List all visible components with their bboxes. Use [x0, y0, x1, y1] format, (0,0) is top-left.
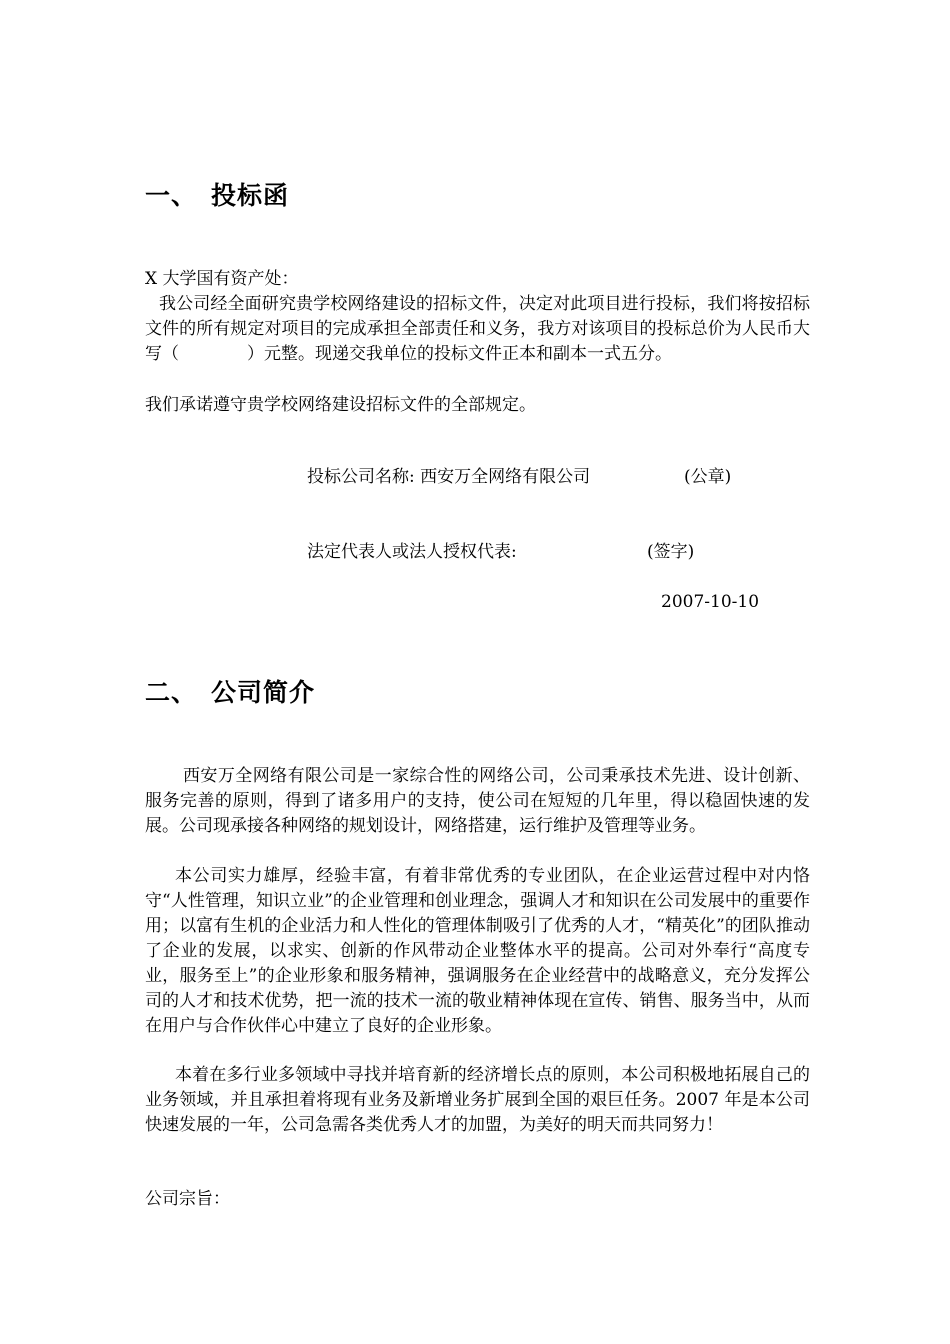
letter-body: 我公司经全面研究贵学校网络建设的招标文件，决定对此项目进行投标，我们将按招标文件的所有规定对项目的完成承担全部责任和义务，我方对该项目的投标总价为人民币大写（ ）元整。现递交我单位的投标文件正本和副本一式五分。 — [145, 294, 810, 364]
intro-paragraph-3: 本着在多行业多领域中寻找并培育新的经济增长点的原则，本公司积极地拓展自己的业务领域，并且承担着将现有业务及新增业务扩展到全国的艰巨任务。2007 年是本公司快速发展的一年，公司急需各类优秀人才的加盟，为美好的明天而共同努力！ — [145, 1065, 810, 1135]
letter-addressee: X 大学国有资产处： — [145, 269, 299, 289]
company-tenet-label: 公司宗旨： — [145, 1189, 230, 1209]
company-seal: (公章) — [684, 467, 732, 487]
representative-signature: (签字) — [647, 542, 695, 562]
intro-paragraph-2: 本公司实力雄厚，经验丰富，有着非常优秀的专业团队，在企业运营过程中对内恪守“人性管理，知识立业”的企业管理和创业理念，强调人才和知识在公司发展中的重要作用；以富有生机的企业活力和人性化的管理体制吸引了优秀的人才，“精英化”的团队推动了企业的发展，以求实、创新的作风带动企业整体水平的提高。公司对外奉行“高度专业，服务至上”的企业形象和服务精神，强调服务在企业经营中的战略意义，充分发挥公司的人才和技术优势，把一流的技术一流的敬业精神体现在宣传、销售、服务当中，从而在用户与合作伙伴心中建立了良好的企业形象。 — [145, 866, 810, 1036]
section-title: 公司简介 — [211, 678, 316, 707]
section-title: 投标函 — [211, 181, 290, 210]
intro-paragraph-1: 西安万全网络有限公司是一家综合性的网络公司，公司秉承技术先进、设计创新、服务完善的原则，得到了诸多用户的支持，使公司在短短的几年里，得以稳固快速的发展。公司现承接各种网络的规划设计，网络搭建，运行维护及管理等业务。 — [145, 766, 810, 836]
company-name-line: 投标公司名称: 西安万全网络有限公司 — [307, 467, 591, 487]
representative-line: 法定代表人或法人授权代表: — [307, 542, 517, 562]
section-number: 一、 — [145, 181, 198, 210]
section-number: 二、 — [145, 678, 198, 707]
letter-date: 2007-10-10 — [661, 592, 760, 612]
letter-promise: 我们承诺遵守贵学校网络建设招标文件的全部规定。 — [145, 395, 536, 415]
section-heading-company-intro — [145, 673, 315, 709]
section-heading-bid-letter — [145, 176, 289, 212]
